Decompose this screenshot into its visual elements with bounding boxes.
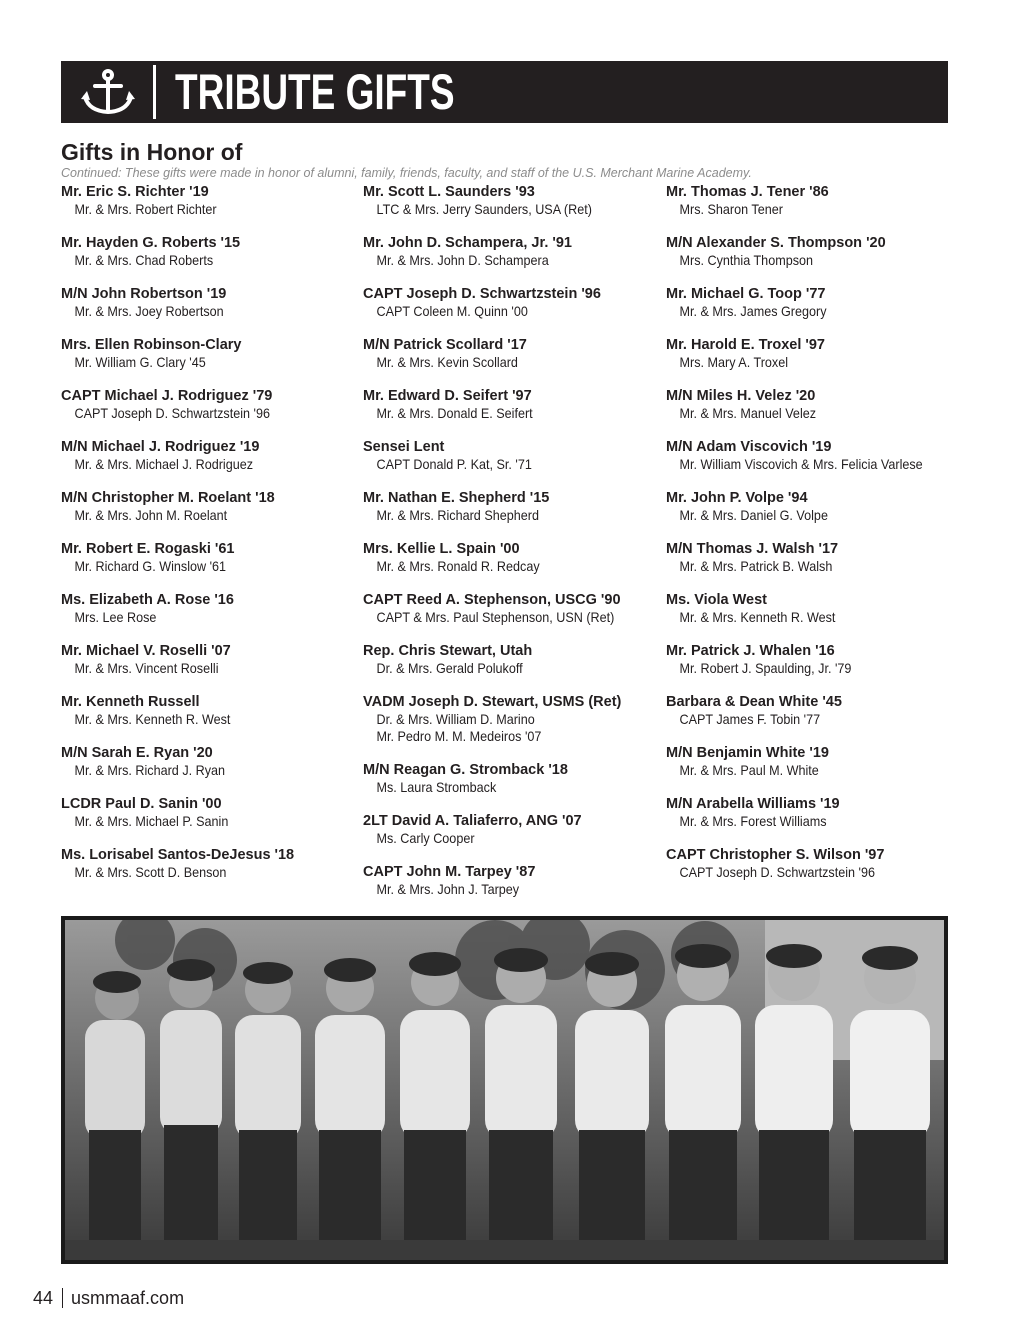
honoree-name: VADM Joseph D. Stewart, USMS (Ret) [363,694,622,710]
donor-name: CAPT & Mrs. Paul Stephenson, USN (Ret) [376,609,615,625]
honor-entry [666,643,966,694]
donor-name: Mr. & Mrs. Robert Richter [74,201,217,217]
donor-name: Dr. & Mrs. Gerald Polukoff [376,660,523,676]
donor-name: Mr. & Mrs. Joey Robertson [74,303,224,319]
honoree-name: Ms. Elizabeth A. Rose '16 [61,592,234,608]
honor-entry [61,235,361,286]
honoree-name: Ms. Lorisabel Santos-DeJesus '18 [61,847,295,863]
donor-name: Mr. & Mrs. John D. Schampera [376,252,549,268]
honor-entry [61,796,361,847]
donor-name: CAPT Donald P. Kat, Sr. '71 [376,456,532,472]
honoree-name: Mr. John D. Schampera, Jr. '91 [363,235,572,251]
honor-entry [666,286,966,337]
honoree-name: CAPT Christopher S. Wilson '97 [666,847,885,863]
donor-name: Mr. & Mrs. Ronald R. Redcay [376,558,540,574]
honor-entry [666,235,966,286]
honoree-name: M/N Benjamin White '19 [666,745,829,761]
honor-entry [363,337,663,388]
honor-entry [363,592,663,643]
page-number: 44 [33,1288,54,1308]
honor-entry [61,643,361,694]
honoree-name: M/N Christopher M. Roelant '18 [61,490,275,506]
donor-name: Dr. & Mrs. William D. Marino [376,711,535,727]
donor-name: Mrs. Mary A. Troxel [679,354,789,370]
honoree-name: Mr. Kenneth Russell [61,694,200,710]
honor-column-3 [666,184,966,898]
honor-entry [363,864,663,915]
website-link[interactable]: usmmaaf.com [71,1288,185,1308]
donor-name: Mr. & Mrs. Scott D. Benson [74,864,227,880]
donor-name: Mrs. Cynthia Thompson [679,252,814,268]
honoree-name: Mr. Michael G. Toop '77 [666,286,826,302]
title-banner [61,61,948,123]
donor-name: Mr. & Mrs. Forest Williams [679,813,827,829]
honor-column-1 [61,184,361,898]
honoree-name: M/N Adam Viscovich '19 [666,439,832,455]
donor-name: Mr. Robert J. Spaulding, Jr. '79 [679,660,852,676]
honoree-name: M/N John Robertson '19 [61,286,227,302]
donor-name: Mr. & Mrs. Manuel Velez [679,405,817,421]
honor-entry [666,796,966,847]
donor-name: Mr. & Mrs. Michael J. Rodriguez [74,456,254,472]
honor-entry [61,184,361,235]
donor-name: Mr. Richard G. Winslow '61 [74,558,227,574]
donor-name: Mrs. Sharon Tener [679,201,783,217]
honor-entry [666,439,966,490]
honoree-name: LCDR Paul D. Sanin '00 [61,796,222,812]
donor-name: Mr. & Mrs. Richard J. Ryan [74,762,226,778]
donor-name: Mr. & Mrs. Paul M. White [679,762,819,778]
honor-entry [363,694,663,762]
honoree-name: Mr. Edward D. Seifert '97 [363,388,532,404]
honor-entry [61,694,361,745]
honor-entry [666,592,966,643]
donor-name: Mr. & Mrs. Patrick B. Walsh [679,558,833,574]
honor-entry [666,337,966,388]
honor-entry [61,847,361,898]
donor-name: Mr. & Mrs. James Gregory [679,303,827,319]
honoree-name: M/N Alexander S. Thompson '20 [666,235,886,251]
donor-name: Mr. & Mrs. Kenneth R. West [679,609,836,625]
honoree-name: Mrs. Kellie L. Spain '00 [363,541,520,557]
honoree-name: CAPT Michael J. Rodriguez '79 [61,388,273,404]
honor-entry [363,813,663,864]
honor-entry [666,541,966,592]
honoree-name: Ms. Viola West [666,592,767,608]
honor-entry [666,388,966,439]
banner-divider [153,65,156,119]
honoree-name: CAPT John M. Tarpey '87 [363,864,536,880]
honor-entry [363,286,663,337]
page-footer [33,1287,184,1309]
page-title: TRIBUTE GIFTS [175,64,455,120]
donor-name: Mr. Pedro M. M. Medeiros '07 [376,728,542,744]
honoree-name: Barbara & Dean White '45 [666,694,842,710]
honoree-name: Mr. Thomas J. Tener '86 [666,184,829,200]
donor-name: Mr. & Mrs. Kenneth R. West [74,711,231,727]
donor-name: Mrs. Lee Rose [74,609,157,625]
honoree-name: M/N Arabella Williams '19 [666,796,840,812]
donor-name: CAPT James F. Tobin '77 [679,711,821,727]
honor-entry [61,541,361,592]
donor-name: CAPT Coleen M. Quinn '00 [376,303,528,319]
anchor-icon [75,67,141,117]
honoree-name: 2LT David A. Taliaferro, ANG '07 [363,813,582,829]
honor-entry [666,490,966,541]
honor-entry [363,184,663,235]
honoree-name: Mr. Eric S. Richter '19 [61,184,209,200]
section-subtitle: Continued: These gifts were made in honor of alumni, family, friends, faculty, and staff of the U.S. Merchant Marine Academy. [61,166,752,180]
donor-name: Ms. Laura Stromback [376,779,497,795]
donor-name: Mr. & Mrs. Michael P. Sanin [74,813,229,829]
donor-name: CAPT Joseph D. Schwartzstein '96 [679,864,875,880]
honoree-name: Mr. Harold E. Troxel '97 [666,337,825,353]
donor-name: Mr. & Mrs. Donald E. Seifert [376,405,533,421]
donor-name: LTC & Mrs. Jerry Saunders, USA (Ret) [376,201,592,217]
donor-name: Mr. & Mrs. Richard Shepherd [376,507,539,523]
honoree-name: M/N Michael J. Rodriguez '19 [61,439,260,455]
honor-entry [61,286,361,337]
midshipmen-photo [61,916,948,1264]
honor-entry [666,184,966,235]
honoree-name: Mr. Hayden G. Roberts '15 [61,235,241,251]
honor-entry [363,643,663,694]
honoree-name: Mr. Michael V. Roselli '07 [61,643,231,659]
honoree-name: Mrs. Ellen Robinson-Clary [61,337,242,353]
honor-entry [363,541,663,592]
honor-entry [61,388,361,439]
honoree-name: Mr. Scott L. Saunders '93 [363,184,535,200]
honoree-name: Mr. John P. Volpe '94 [666,490,808,506]
honoree-name: CAPT Joseph D. Schwartzstein '96 [363,286,601,302]
honor-entry [666,745,966,796]
honoree-name: M/N Reagan G. Stromback '18 [363,762,568,778]
honor-entry [363,439,663,490]
donor-name: Mr. & Mrs. John J. Tarpey [376,881,520,897]
footer-divider [62,1288,63,1308]
donor-name: Mr. & Mrs. John M. Roelant [74,507,228,523]
honor-entry [363,235,663,286]
honor-entry [61,337,361,388]
honoree-name: Mr. Patrick J. Whalen '16 [666,643,835,659]
honor-entry [666,694,966,745]
donor-name: Mr. William Viscovich & Mrs. Felicia Varlese [679,456,923,472]
honoree-name: Mr. Nathan E. Shepherd '15 [363,490,550,506]
donor-name: Mr. William G. Clary '45 [74,354,206,370]
honoree-name: Mr. Robert E. Rogaski '61 [61,541,235,557]
honor-entry [363,490,663,541]
honor-entry [363,762,663,813]
honoree-name: CAPT Reed A. Stephenson, USCG '90 [363,592,621,608]
donor-name: Mr. & Mrs. Daniel G. Volpe [679,507,828,523]
honor-entry [61,490,361,541]
honoree-name: M/N Sarah E. Ryan '20 [61,745,213,761]
honoree-name: Sensei Lent [363,439,445,455]
donor-name: Mr. & Mrs. Kevin Scollard [376,354,518,370]
honoree-name: M/N Miles H. Velez '20 [666,388,816,404]
honor-entry [363,388,663,439]
donor-name: Mr. & Mrs. Chad Roberts [74,252,214,268]
honoree-name: Rep. Chris Stewart, Utah [363,643,533,659]
honoree-name: M/N Patrick Scollard '17 [363,337,527,353]
honor-entry [61,439,361,490]
donor-name: CAPT Joseph D. Schwartzstein '96 [74,405,270,421]
donor-name: Ms. Carly Cooper [376,830,475,846]
honor-column-2 [363,184,663,915]
section-heading: Gifts in Honor of [61,139,243,165]
honor-entry [61,745,361,796]
honor-entry [61,592,361,643]
donor-name: Mr. & Mrs. Vincent Roselli [74,660,219,676]
honoree-name: M/N Thomas J. Walsh '17 [666,541,839,557]
honor-entry [666,847,966,898]
